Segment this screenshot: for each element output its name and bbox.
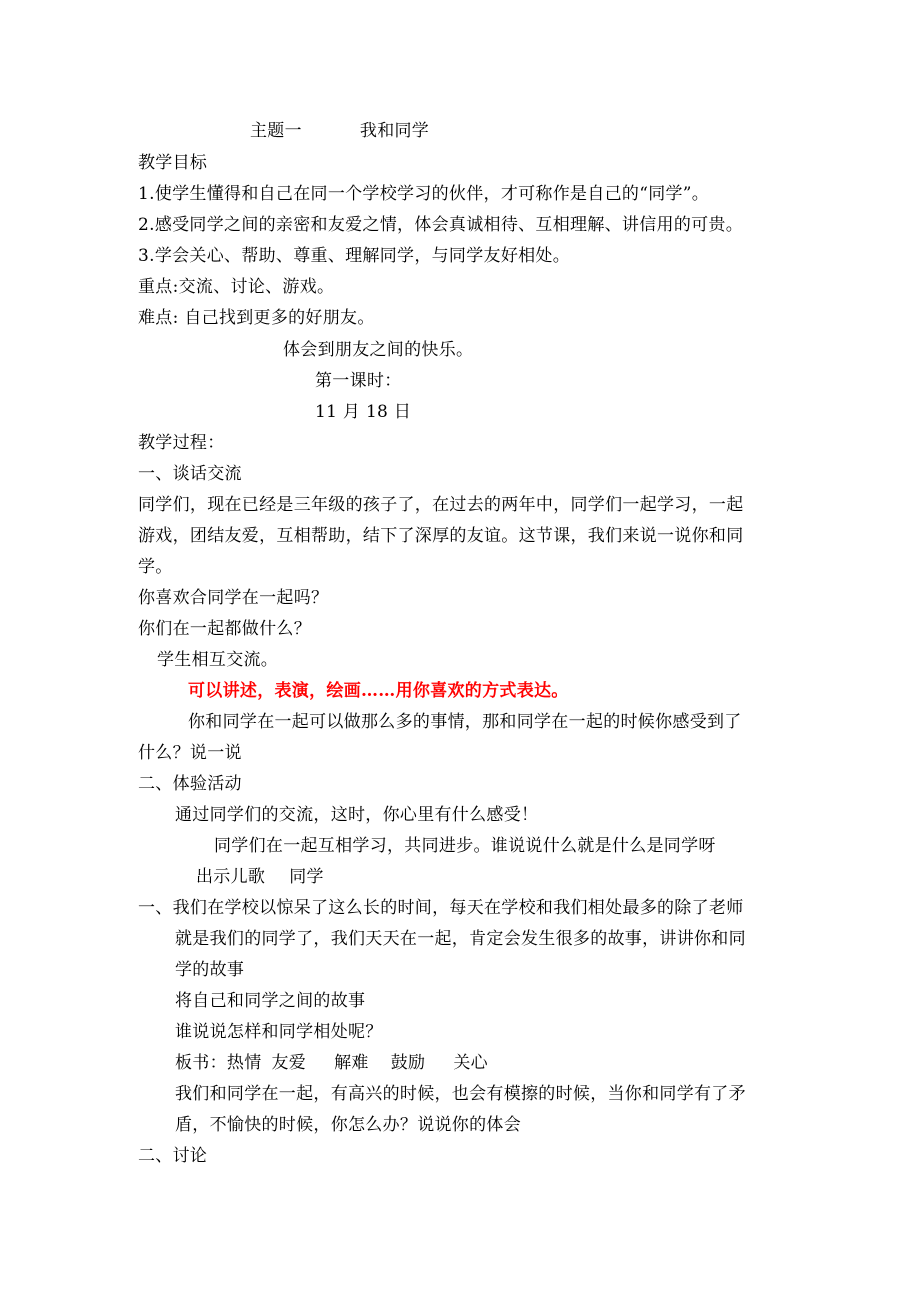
section1-para-line: 学。 [138, 557, 173, 577]
lesson-period: 第一课时： [315, 371, 402, 391]
board-item: 鼓励 [390, 1053, 426, 1073]
title-part1: 主题一 [250, 121, 302, 141]
section3-para2-line: 我们和同学在一起，有高兴的时候，也会有模擦的时候，当你和同学有了矛 [175, 1084, 746, 1104]
section3-para-line: 就是我们的同学了，我们天天在一起，肯定会发生很多的故事，讲讲你和同 [175, 929, 746, 949]
song-line [196, 866, 324, 888]
board-item: 关心 [453, 1053, 488, 1073]
title-part2: 我和同学 [359, 121, 430, 141]
story-line: 将自己和同学之间的故事 [175, 991, 366, 1011]
goal-item: 1.使学生懂得和自己在同一个学校学习的伙伴，才可称作是自己的“同学”。 [138, 184, 710, 204]
section1-para-line: 同学们，现在已经是三年级的孩子了，在过去的两年中，同学们一起学习，一起 [138, 495, 744, 515]
section1-para2-line: 什么？说一说 [138, 743, 242, 763]
section3-para2-line: 盾，不愉快的时候，你怎么办？说说你的体会 [175, 1115, 521, 1135]
difficulty-line2: 体会到朋友之间的快乐。 [283, 340, 474, 360]
section2-heading: 二、体验活动 [138, 774, 242, 794]
activity-line: 学生相互交流。 [157, 650, 279, 670]
board-item: 友爱 [271, 1053, 307, 1073]
lesson-date: 11 月 18 日 [315, 402, 412, 422]
section1-para-line: 游戏，团结友爱，互相帮助，结下了深厚的友谊。这节课，我们来说一说你和同 [138, 526, 744, 546]
question-line: 你们在一起都做什么？ [138, 619, 311, 639]
board-line [175, 1052, 488, 1074]
difficulty-line1: 难点: 自己找到更多的好朋友。 [138, 308, 375, 328]
goals-heading: 教学目标 [138, 153, 208, 173]
section3-para-line: 一、我们在学校以惊呆了这么长的时间，每天在学校和我们相处最多的除了老师 [138, 898, 744, 918]
section4-heading: 二、讨论 [138, 1146, 208, 1166]
board-label: 板书：热情 [175, 1053, 262, 1073]
key-points: 重点:交流、讨论、游戏。 [138, 277, 335, 297]
goal-item: 3.学会关心、帮助、尊重、理解同学，与同学友好相处。 [138, 246, 571, 266]
song-name: 同学 [289, 867, 324, 887]
document-title [250, 120, 429, 142]
section1-para2-line: 你和同学在一起可以做那么多的事情，那和同学在一起的时候你感受到了 [188, 712, 742, 732]
song-label: 出示儿歌 [196, 867, 266, 887]
section1-heading: 一、谈话交流 [138, 464, 242, 484]
process-heading: 教学过程： [138, 433, 225, 453]
board-item: 解难 [334, 1053, 369, 1073]
section3-para-line: 学的故事 [175, 960, 245, 980]
question-line: 你喜欢合同学在一起吗？ [138, 588, 329, 608]
section2-line: 同学们在一起互相学习，共同进步。谁说说什么就是什么是同学呀 [214, 836, 716, 856]
goal-item: 2.感受同学之间的亲密和友爱之情，体会真诚相待、互相理解、讲信用的可贵。 [138, 215, 744, 235]
highlight-line: 可以讲述，表演，绘画……用你喜欢的方式表达。 [188, 681, 569, 701]
how-line: 谁说说怎样和同学相处呢？ [175, 1022, 383, 1042]
section2-line: 通过同学们的交流，这时，你心里有什么感受！ [175, 805, 539, 825]
